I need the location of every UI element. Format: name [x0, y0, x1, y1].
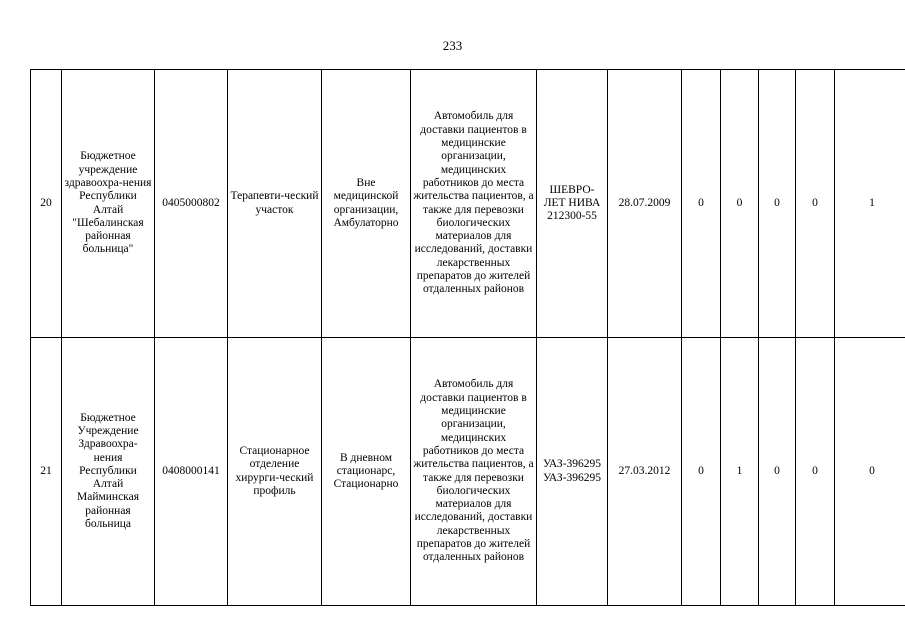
- institution-cell: Бюджетное учреждение здравоохра-нения Республики Алтай "Шебалинская районная больница": [62, 70, 155, 338]
- department-cell: Терапевти-ческий участок: [228, 70, 322, 338]
- value-cell: 1: [721, 338, 759, 606]
- value-cell: 1: [835, 70, 905, 338]
- row-number-cell: 21: [31, 338, 62, 606]
- institution-cell: Бюджетное Учреждение Здравоохра-нения Республики Алтай Майминская районная больница: [62, 338, 155, 606]
- data-table: [30, 69, 905, 606]
- value-cell: 0: [682, 338, 721, 606]
- purpose-cell: Автомобиль для доставки пациентов в медицинские организации, медицинских работников до места жительства пациентов, а также для перевозки биологических материалов для исследований, доставки лекарственных препаратов до жителей отдаленных районов: [411, 338, 537, 606]
- table-row: [31, 338, 905, 606]
- conditions-cell: Вне медицинской организации, Амбулаторно: [322, 70, 411, 338]
- code-cell: 0405000802: [155, 70, 228, 338]
- value-cell: 0: [759, 338, 796, 606]
- row-number-cell: 20: [31, 70, 62, 338]
- page-number: 233: [442, 38, 463, 53]
- vehicle-cell: ШЕВРО-ЛЕТ НИВА 212300-55: [537, 70, 608, 338]
- code-cell: 0408000141: [155, 338, 228, 606]
- value-cell: 0: [721, 70, 759, 338]
- value-cell: 0: [796, 70, 835, 338]
- vehicle-cell: УАЗ-396295 УАЗ-396295: [537, 338, 608, 606]
- value-cell: 0: [835, 338, 905, 606]
- department-cell: Стационарное отделение хирурги-ческий профиль: [228, 338, 322, 606]
- value-cell: 0: [796, 338, 835, 606]
- date-cell: 27.03.2012: [608, 338, 682, 606]
- table-row: [31, 70, 905, 338]
- date-cell: 28.07.2009: [608, 70, 682, 338]
- purpose-cell: Автомобиль для доставки пациентов в медицинские организации, медицинских работников до места жительства пациентов, а также для перевозки биологических материалов для исследований, доставки лекарственных препаратов до жителей отдаленных районов: [411, 70, 537, 338]
- value-cell: 0: [759, 70, 796, 338]
- conditions-cell: В дневном стационарс, Стационарно: [322, 338, 411, 606]
- value-cell: 0: [682, 70, 721, 338]
